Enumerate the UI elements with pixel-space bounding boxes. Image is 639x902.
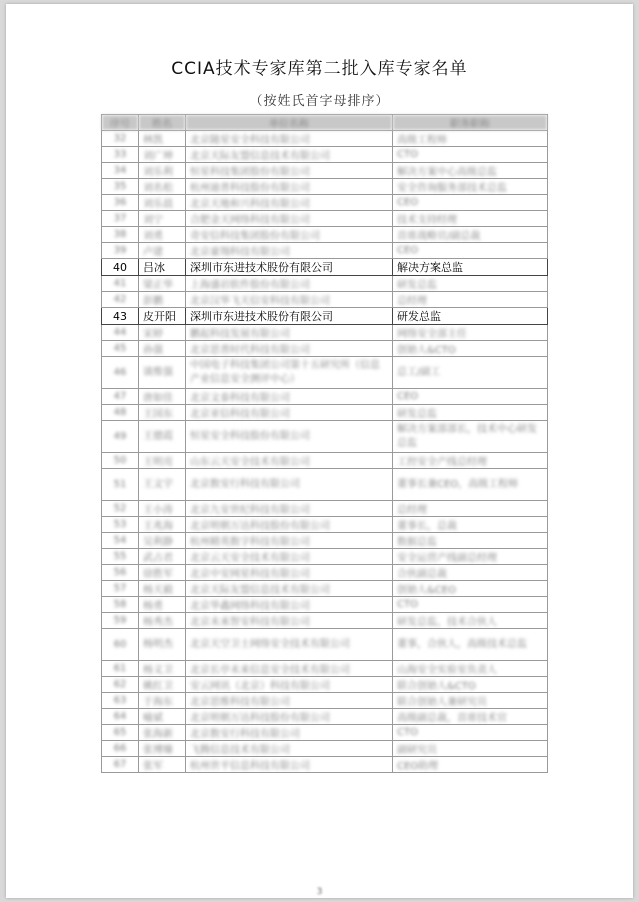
cell-name: 徐胜军 <box>139 565 186 581</box>
table-row <box>102 179 548 195</box>
cell-org: 合肥金天网络科技有限公司 <box>186 211 393 227</box>
cell-org: 北京天空卫士网络安全技术有限公司 <box>186 629 393 661</box>
table-row <box>102 325 548 341</box>
table-row <box>102 421 548 453</box>
cell-org: 北京长亭未来信息安全技术有限公司 <box>186 661 393 677</box>
cell-no: 49 <box>102 421 139 453</box>
cell-title: 创始人&CEO <box>393 581 548 597</box>
cell-name: 王德霞 <box>139 421 186 453</box>
cell-no: 48 <box>102 405 139 421</box>
cell-org: 鹏起科技发展有限公司 <box>186 325 393 341</box>
cell-org: 北京中安网星科技有限公司 <box>186 565 393 581</box>
cell-title: 工控安全产线总经理 <box>393 453 548 469</box>
cell-org: 杭州迪普科技股份有限公司 <box>186 179 393 195</box>
cell-title: 高级副总裁，首席技术官 <box>393 709 548 725</box>
cell-title: 创始人&CTO <box>393 341 548 357</box>
cell-no: 46 <box>102 357 139 389</box>
cell-org: 杭州精英数字科技有限公司 <box>186 533 393 549</box>
table-row <box>102 163 548 179</box>
cell-no: 47 <box>102 389 139 405</box>
table-row <box>102 501 548 517</box>
cell-no: 53 <box>102 517 139 533</box>
table-row <box>102 597 548 613</box>
cell-title: 安全咨询服务部技术总监 <box>393 179 548 195</box>
cell-title: 联合创始人&CTO <box>393 677 548 693</box>
cell-title: 解决方案部部长，技术中心研发总监 <box>393 421 548 453</box>
cell-org: 北京思普时代科技有限公司 <box>186 341 393 357</box>
cell-name: 杨明杰 <box>139 629 186 661</box>
cell-name: 谈维强 <box>139 357 186 389</box>
table-row <box>102 725 548 741</box>
table-row <box>102 276 548 292</box>
table-row <box>102 693 548 709</box>
cell-name: 喻斌 <box>139 709 186 725</box>
cell-name: 宋婷 <box>139 325 186 341</box>
cell-org: 山东云天安全技术有限公司 <box>186 453 393 469</box>
cell-name: 王国东 <box>139 405 186 421</box>
table-row <box>102 549 548 565</box>
cell-no: 43 <box>102 308 139 325</box>
cell-no: 54 <box>102 533 139 549</box>
cell-title: CEO <box>393 243 548 259</box>
cell-org: 北京明朝万达科技股份有限公司 <box>186 709 393 725</box>
cell-title: 总经理 <box>393 501 548 517</box>
cell-org: 北京天地和兴科技有限公司 <box>186 195 393 211</box>
cell-no: 37 <box>102 211 139 227</box>
table-row <box>102 389 548 405</box>
cell-name: 王文宇 <box>139 469 186 501</box>
header-title: 职务职称 <box>393 115 548 131</box>
cell-no: 67 <box>102 757 139 773</box>
table-row <box>102 565 548 581</box>
cell-name: 姚红卫 <box>139 677 186 693</box>
cell-no: 66 <box>102 741 139 757</box>
page-number: 3 <box>316 887 323 897</box>
cell-org: 北京九安世纪科技有限公司 <box>186 501 393 517</box>
cell-name: 林凯 <box>139 131 186 147</box>
cell-org: 奇安信科技集团股份有限公司 <box>186 227 393 243</box>
cell-org: 中国电子科技集团公司第十五研究所（信息产业信息安全测评中心） <box>186 357 393 389</box>
cell-title: 董事长兼CEO，高级工程师 <box>393 469 548 501</box>
table-row <box>102 677 548 693</box>
cell-name: 刘宁 <box>139 211 186 227</box>
table-row <box>102 453 548 469</box>
table-row <box>102 259 548 276</box>
table-row <box>102 341 548 357</box>
cell-no: 63 <box>102 693 139 709</box>
cell-name: 杨秀杰 <box>139 613 186 629</box>
cell-no: 44 <box>102 325 139 341</box>
cell-title: CEO <box>393 195 548 211</box>
table-row <box>102 517 548 533</box>
cell-name: 梁正华 <box>139 276 186 292</box>
cell-title: 副研究员 <box>393 741 548 757</box>
cell-no: 33 <box>102 147 139 163</box>
document-title: CCIA技术专家库第二批入库专家名单 <box>171 59 468 79</box>
cell-no: 51 <box>102 469 139 501</box>
cell-org: 北京随星安全科技有限公司 <box>186 131 393 147</box>
cell-org: 北京云天安全技术有限公司 <box>186 549 393 565</box>
cell-name: 于海东 <box>139 693 186 709</box>
cell-no: 50 <box>102 453 139 469</box>
cell-name: 彭鹏 <box>139 292 186 308</box>
cell-title: 研发总监 <box>393 308 548 325</box>
table-row <box>102 405 548 421</box>
cell-title: 研发总监，技术合伙人 <box>393 613 548 629</box>
cell-name: 杨义卫 <box>139 661 186 677</box>
cell-no: 42 <box>102 292 139 308</box>
cell-name: 刘乐晨 <box>139 195 186 211</box>
cell-title: CTO <box>393 147 548 163</box>
table-row <box>102 227 548 243</box>
cell-name: 王兆海 <box>139 517 186 533</box>
cell-org: 北京天际友盟信息技术有限公司 <box>186 147 393 163</box>
cell-title: 研发总监 <box>393 276 548 292</box>
cell-org: 深圳市东进技术股份有限公司 <box>186 259 393 276</box>
cell-org: 深圳市东进技术股份有限公司 <box>186 308 393 325</box>
table-row <box>102 147 548 163</box>
cell-no: 34 <box>102 163 139 179</box>
cell-org: 飞腾信息技术有限公司 <box>186 741 393 757</box>
cell-name: 刘乐利 <box>139 163 186 179</box>
cell-title: 安全运营产线副总经理 <box>393 549 548 565</box>
cell-title: 解决方案中心高级总监 <box>393 163 548 179</box>
cell-title: CEO <box>393 389 548 405</box>
cell-title: CTO <box>393 725 548 741</box>
table-row <box>102 292 548 308</box>
header-no: 序号 <box>102 115 139 131</box>
cell-org: 北京天际友盟信息技术有限公司 <box>186 581 393 597</box>
cell-name: 唐如佳 <box>139 389 186 405</box>
cell-org: 北京明朝万达科技股份有限公司 <box>186 517 393 533</box>
cell-name: 杨勇 <box>139 597 186 613</box>
cell-name: 孙强 <box>139 341 186 357</box>
table-row <box>102 613 548 629</box>
cell-title: CEO助理 <box>393 757 548 773</box>
cell-org: 北京文泰科技有限公司 <box>186 389 393 405</box>
table-row <box>102 581 548 597</box>
cell-no: 59 <box>102 613 139 629</box>
cell-name: 吕冰 <box>139 259 186 276</box>
cell-title: 联合创始人兼研究员 <box>393 693 548 709</box>
cell-title: 山海安全实验室负责人 <box>393 661 548 677</box>
cell-title: 董事，合伙人，高级技术总监 <box>393 629 548 661</box>
cell-name: 张博臻 <box>139 741 186 757</box>
cell-name: 刘勇 <box>139 227 186 243</box>
cell-org: 恒星科技集团股份有限公司 <box>186 163 393 179</box>
cell-title: 高级工程师 <box>393 131 548 147</box>
cell-title: 技术支持经理 <box>393 211 548 227</box>
cell-name: 张军 <box>139 757 186 773</box>
cell-org: 北京数安行科技有限公司 <box>186 469 393 501</box>
table-row <box>102 195 548 211</box>
cell-no: 64 <box>102 709 139 725</box>
table-row <box>102 533 548 549</box>
cell-no: 52 <box>102 501 139 517</box>
cell-name: 杨天毅 <box>139 581 186 597</box>
cell-no: 45 <box>102 341 139 357</box>
cell-org: 杭州世平信息科技有限公司 <box>186 757 393 773</box>
table-body <box>102 131 548 773</box>
cell-no: 57 <box>102 581 139 597</box>
cell-no: 58 <box>102 597 139 613</box>
cell-no: 61 <box>102 661 139 677</box>
expert-table <box>101 114 548 773</box>
cell-org: 北京华鑫网络科技有限公司 <box>186 597 393 613</box>
cell-no: 39 <box>102 243 139 259</box>
cell-title: 董事长，总裁 <box>393 517 548 533</box>
cell-no: 65 <box>102 725 139 741</box>
cell-title: 解决方案总监 <box>393 259 548 276</box>
cell-title: 首席战略官/副总裁 <box>393 227 548 243</box>
cell-org: 上海盛岩软件股份有限公司 <box>186 276 393 292</box>
table-header-row <box>102 115 548 131</box>
cell-name: 吴利静 <box>139 533 186 549</box>
header-name: 姓名 <box>139 115 186 131</box>
cell-name: 王小涛 <box>139 501 186 517</box>
cell-name: 刘广坤 <box>139 147 186 163</box>
table-row <box>102 661 548 677</box>
table-row <box>102 709 548 725</box>
cell-org: 北京汉华飞天信安科技有限公司 <box>186 292 393 308</box>
table-row <box>102 757 548 773</box>
cell-title: CTO <box>393 597 548 613</box>
table-row <box>102 243 548 259</box>
table-row <box>102 629 548 661</box>
cell-no: 35 <box>102 179 139 195</box>
cell-no: 60 <box>102 629 139 661</box>
table-row <box>102 357 548 389</box>
table-row <box>102 308 548 325</box>
cell-org: 恒星安全科技股份有限公司 <box>186 421 393 453</box>
cell-name: 皮开阳 <box>139 308 186 325</box>
cell-org: 北京数安行科技有限公司 <box>186 725 393 741</box>
cell-name: 卢建 <box>139 243 186 259</box>
table-row <box>102 131 548 147</box>
cell-name: 王明亮 <box>139 453 186 469</box>
cell-no: 40 <box>102 259 139 276</box>
cell-title: 网络安全部主任 <box>393 325 548 341</box>
cell-title: 数据总监 <box>393 533 548 549</box>
cell-title: 总经理 <box>393 292 548 308</box>
cell-no: 56 <box>102 565 139 581</box>
cell-title: 总工/副工 <box>393 357 548 389</box>
cell-no: 55 <box>102 549 139 565</box>
cell-org: 北京豪翔科技有限公司 <box>186 243 393 259</box>
cell-no: 38 <box>102 227 139 243</box>
cell-title: 研发总监 <box>393 405 548 421</box>
cell-name: 武占君 <box>139 549 186 565</box>
document-subtitle: （按姓氏首字母排序） <box>249 94 390 109</box>
header-org: 单位名称 <box>186 115 393 131</box>
cell-org: 北京未来智安科技有限公司 <box>186 613 393 629</box>
cell-org: 北京思维科技有限公司 <box>186 693 393 709</box>
table-row <box>102 211 548 227</box>
table-row <box>102 741 548 757</box>
cell-no: 36 <box>102 195 139 211</box>
cell-org: 北京亚信科技有限公司 <box>186 405 393 421</box>
cell-org: 安云网讯（北京）科技有限公司 <box>186 677 393 693</box>
cell-no: 62 <box>102 677 139 693</box>
cell-no: 41 <box>102 276 139 292</box>
cell-title: 合伙副总裁 <box>393 565 548 581</box>
cell-name: 刘名松 <box>139 179 186 195</box>
cell-name: 张海新 <box>139 725 186 741</box>
cell-no: 32 <box>102 131 139 147</box>
table-row <box>102 469 548 501</box>
document-page <box>6 4 633 898</box>
